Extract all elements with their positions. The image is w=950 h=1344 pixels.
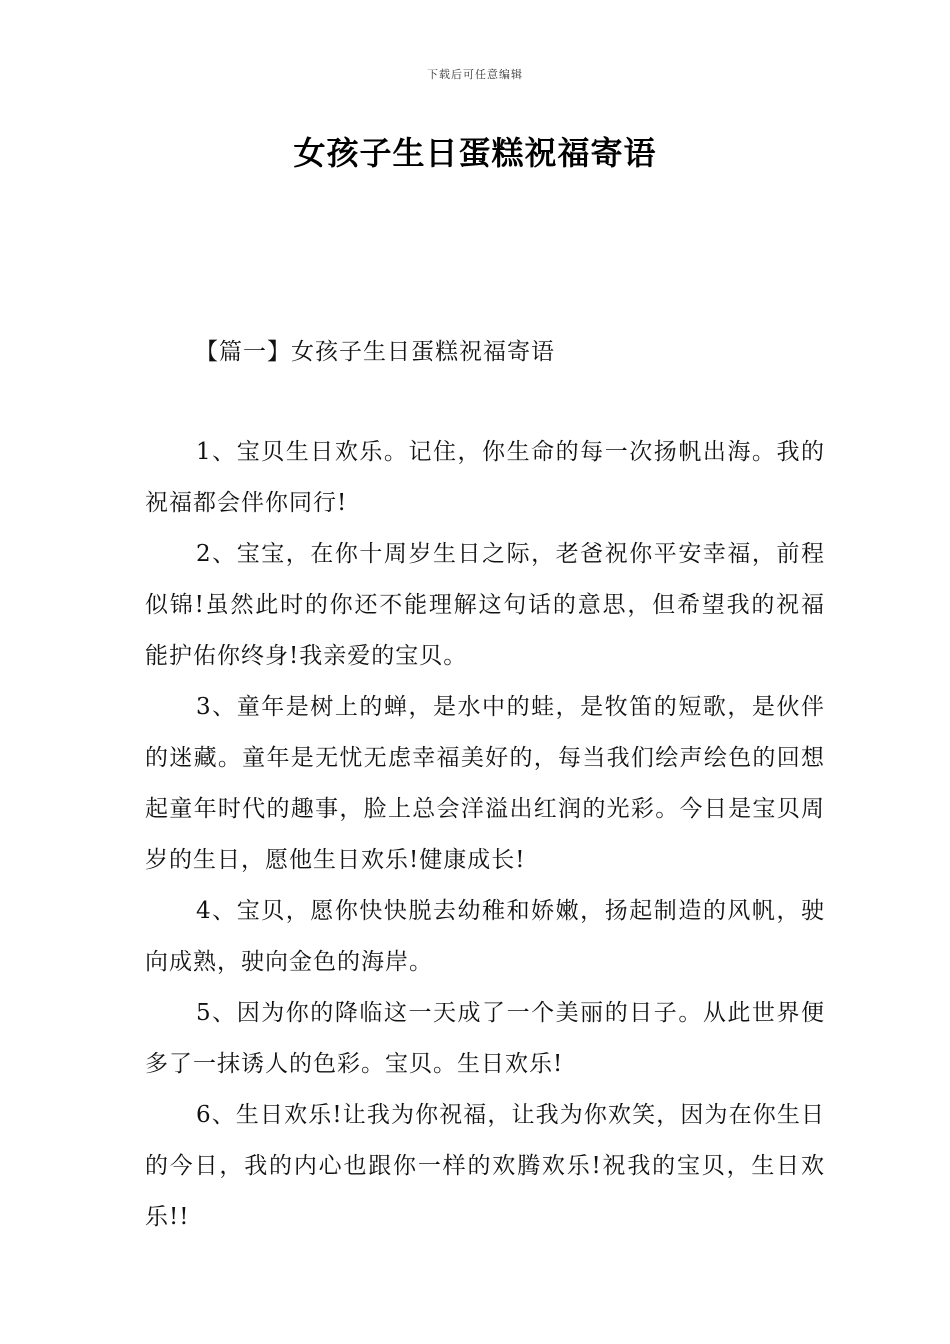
paragraph-4: 4、宝贝，愿你快快脱去幼稚和娇嫩，扬起制造的风帆，驶向成熟，驶向金色的海岸。 (145, 898, 825, 975)
paragraph-2: 2、宝宝，在你十周岁生日之际，老爸祝你平安幸福，前程似锦!虽然此时的你还不能理解这句话的意思，但希望我的祝福能护佑你终身!我亲爱的宝贝。 (145, 541, 825, 669)
document-title: 女孩子生日蛋糕祝福寄语 (293, 134, 657, 172)
section-heading: 【篇一】女孩子生日蛋糕祝福寄语 (195, 339, 555, 365)
paragraph-1: 1、宝贝生日欢乐。记住，你生命的每一次扬帆出海。我的祝福都会伴你同行! (145, 439, 825, 516)
paragraph-3: 3、童年是树上的蝉，是水中的蛙，是牧笛的短歌，是伙伴的迷藏。童年是无忧无虑幸福美好的，每当我们绘声绘色的回想起童年时代的趣事，脸上总会洋溢出红润的光彩。今日是宝贝周岁的生日，愿他生日欢乐!健康成长! (145, 694, 825, 873)
header-note: 下载后可任意编辑 (427, 68, 523, 81)
paragraph-6: 6、生日欢乐!让我为你祝福，让我为你欢笑，因为在你生日的今日，我的内心也跟你一样的欢腾欢乐!祝我的宝贝，生日欢乐!! (145, 1102, 825, 1230)
document-body (145, 427, 825, 1243)
paragraph-5: 5、因为你的降临这一天成了一个美丽的日子。从此世界便多了一抹诱人的色彩。宝贝。生日欢乐! (145, 1000, 825, 1077)
